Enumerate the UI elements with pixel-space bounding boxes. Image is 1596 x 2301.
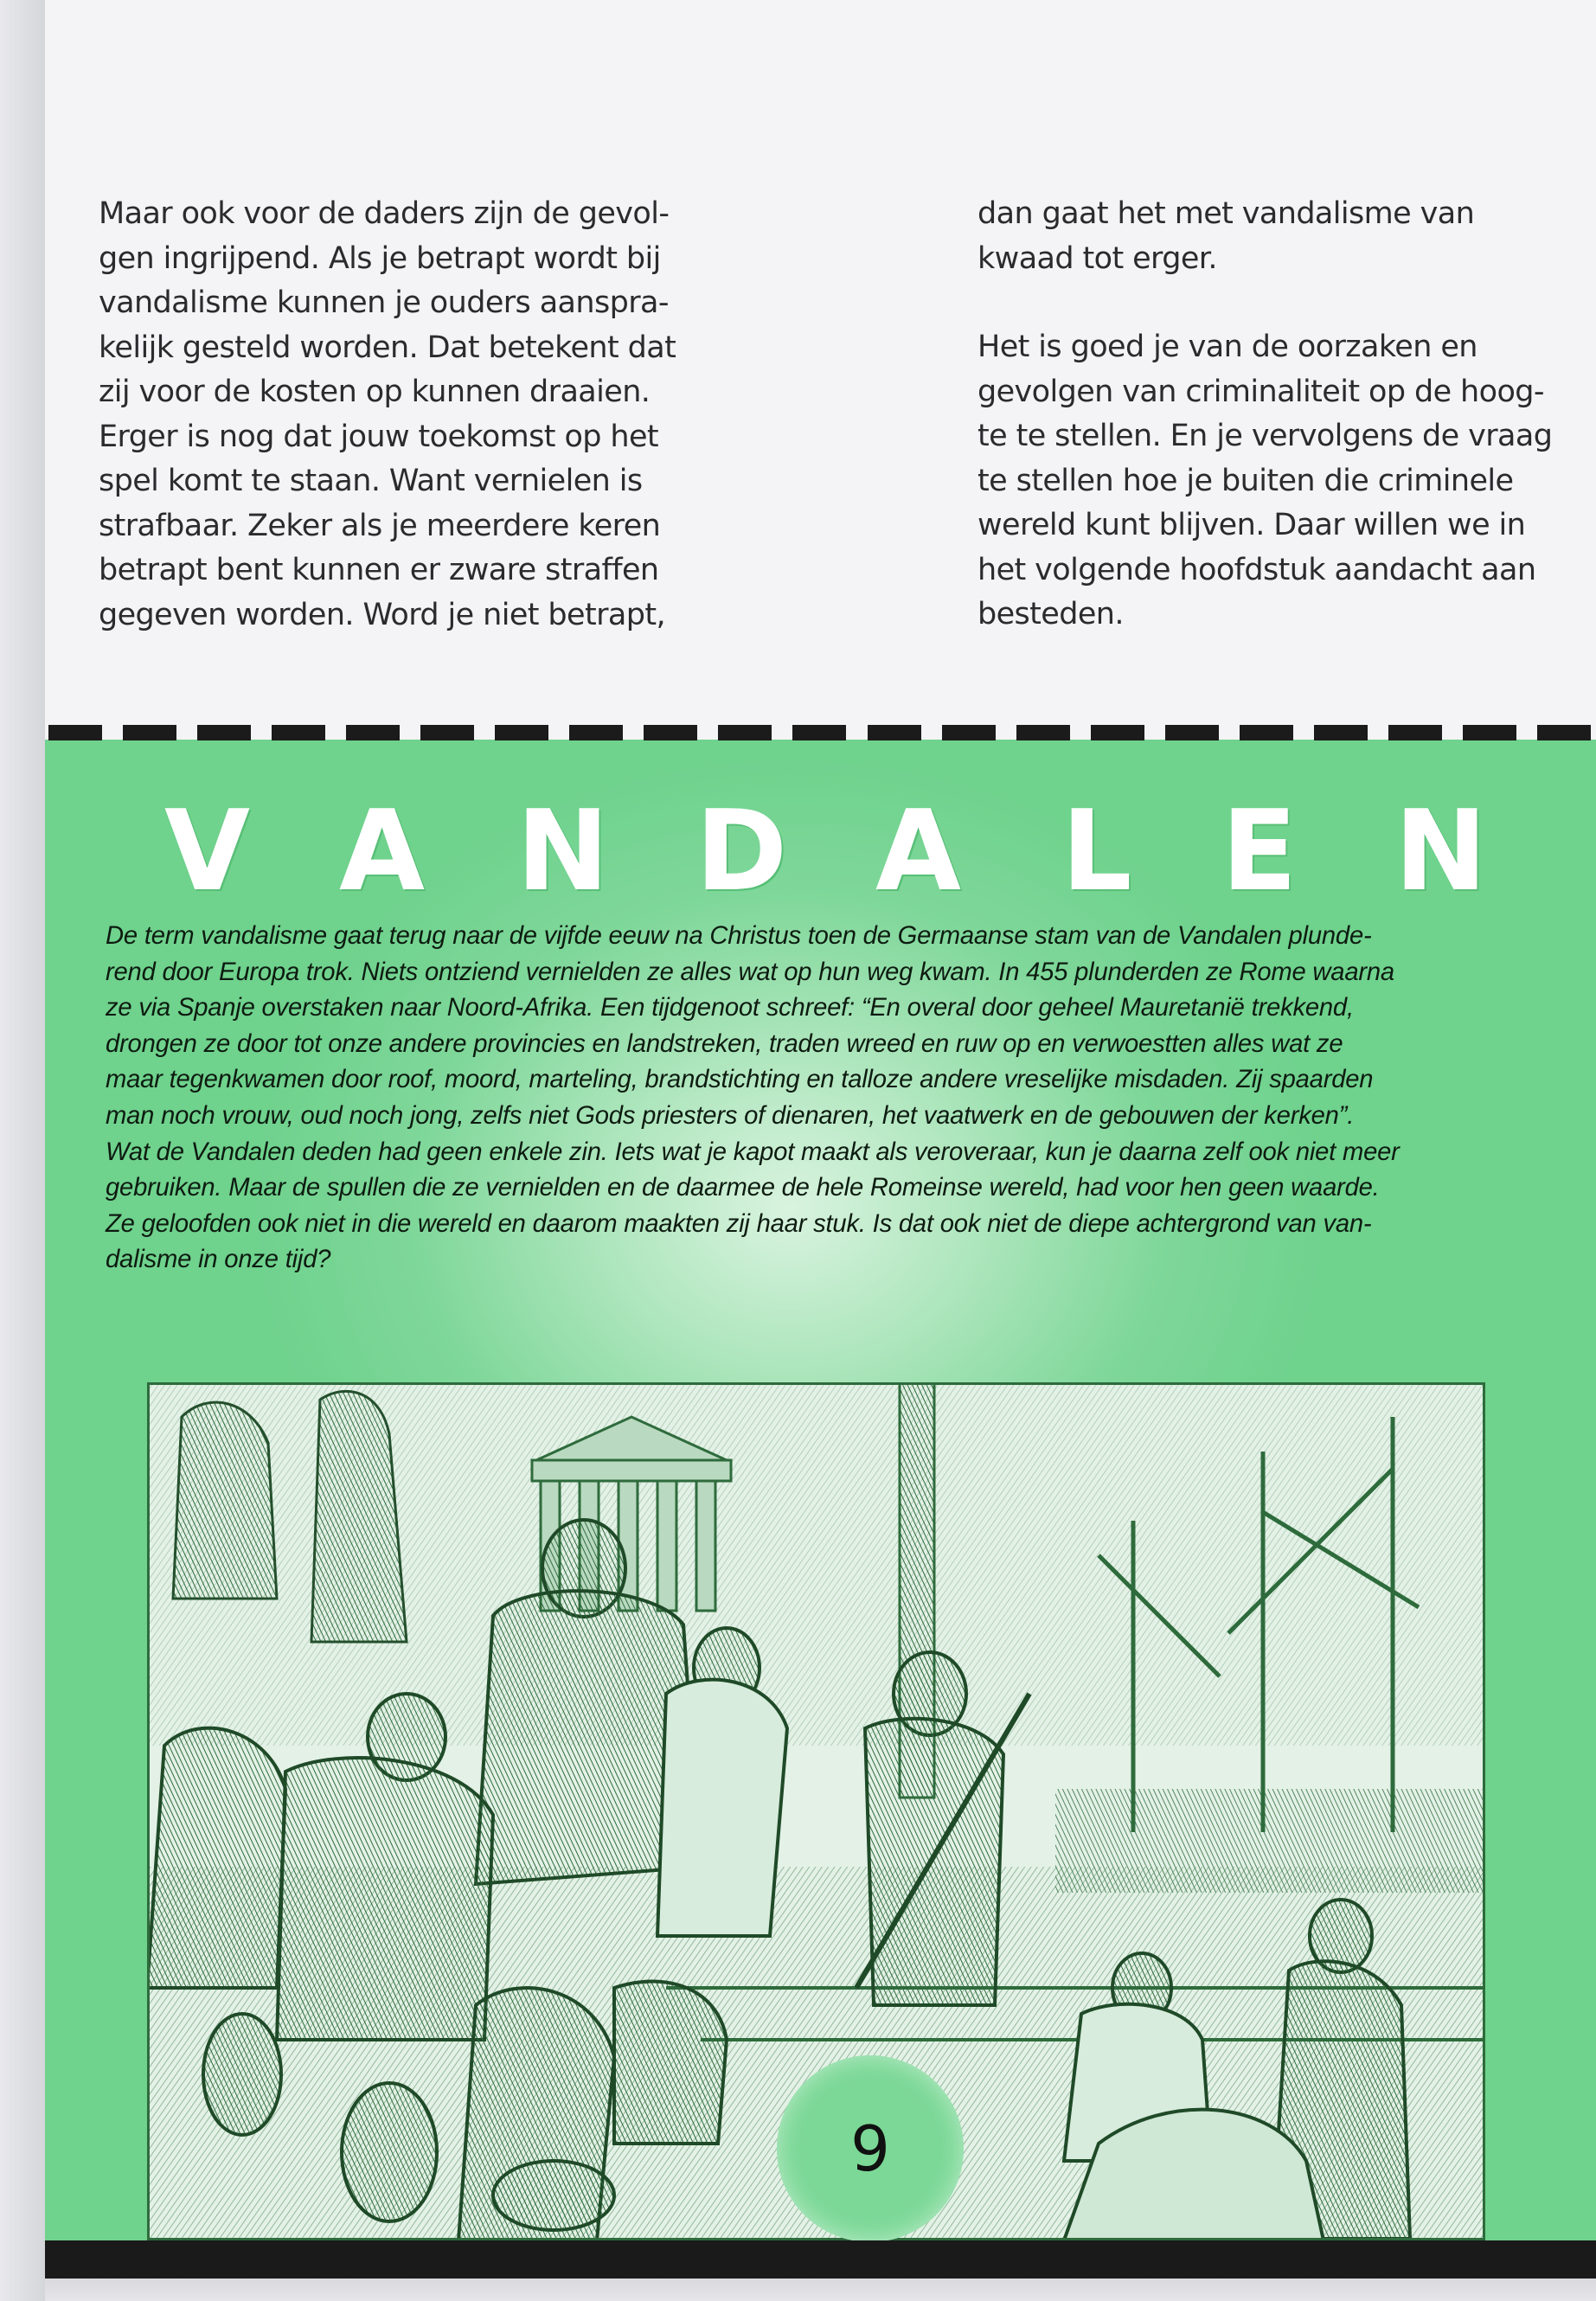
title-letter: E: [1221, 787, 1298, 916]
title-letter: V: [164, 787, 251, 916]
paragraph: dan gaat het met vandalisme van kwaad tot erger.: [977, 196, 1475, 276]
intro-text: De term vandalisme gaat terug naar de vijfde eeuw na Christus toen de Germaanse stam van de Vandalen plunde- rend door Europa trok. Niets ontziend vernielden ze alles wat op hun weg kwam. In 455 plunderden ze Rome waarna ze via Spanje overstaken naar Noord-Afrika. Een tijdgenoot schreef: “En overal door geheel Mauretanië trekkend, drongen ze door tot onze andere provincies en landstreken, traden wreed en ruw op en verwoestten alles wat ze maar tegenkwamen door roof, moord, marteling, brandstichting en talloze andere vreselijke misdaden. Zij spaarden man noch vrouw, oud noch jong, zelfs niet Gods priesters of dienaren, het vaatwerk en de gebouwen der kerken”. Wat de Vandalen deden had geen enkele zin. Iets wat je kapot maakt als veroveraar, kun je daarna zelf ook niet meer gebruiken. Maar de spullen die ze vernielden en de daarmee de hele Romeinse wereld, had voor hen geen waarde. Ze geloofden ook niet in die wereld en daarom maakten zij haar stuk. Is dat ook niet de diepe achtergrond van van- dalisme in onze tijd?: [106, 922, 1400, 1274]
page-number: 9: [777, 2055, 964, 2242]
text-column-left: [99, 192, 756, 638]
title-letter: L: [1061, 787, 1132, 916]
paragraph: Het is goed je van de oorzaken en gevolgen van criminaliteit op de hoog- te te stellen. En je vervolgens de vraag te stellen hoe je buiten die criminele wereld kunt blijven. Daar willen we in het volgende hoofdstuk aandacht aan besteden.: [977, 330, 1553, 631]
text-column-right: [977, 192, 1583, 638]
title-letter: D: [695, 787, 788, 916]
title-letter: A: [339, 787, 426, 916]
page-edge: [0, 0, 45, 2301]
book-page: [45, 0, 1596, 2301]
paragraph: Maar ook voor de daders zijn de gevol- gen ingrijpend. Als je betrapt wordt bij vandalisme kunnen je ouders aanspra- kelijk gesteld worden. Dat betekent dat zij voor de kosten op kunnen draaien. Erger is nog dat jouw toekomst op het spel komt te staan. Want vernielen is strafbaar. Zeker als je meerdere keren betrapt bent kunnen er zware straffen gegeven worden. Word je niet betrapt,: [99, 196, 676, 632]
bottom-bar: [45, 2240, 1596, 2301]
section-title: [45, 787, 1596, 916]
title-letter: N: [1394, 787, 1488, 916]
dashed-divider: [45, 725, 1596, 740]
title-letter: A: [875, 787, 962, 916]
title-letter: N: [516, 787, 610, 916]
